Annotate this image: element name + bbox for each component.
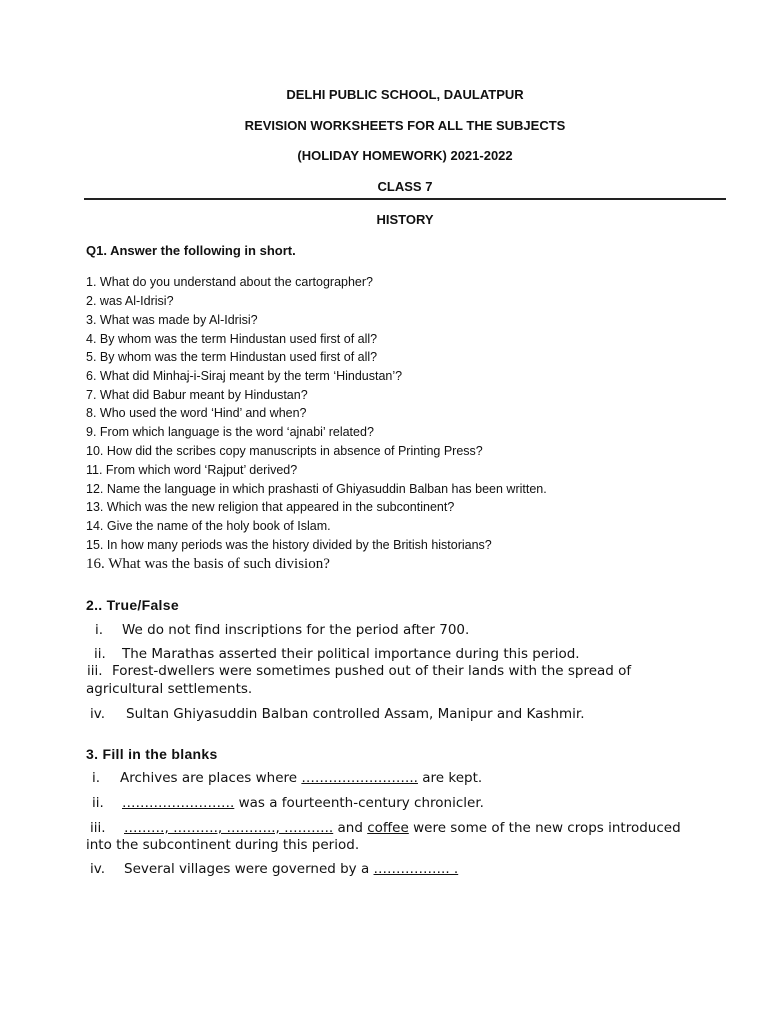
tf-text: The Marathas asserted their political importance during this period.: [122, 646, 580, 662]
q2-heading: 2.. True/False: [86, 597, 179, 613]
blank-text: was a fourteenth-century chronicler.: [234, 795, 484, 811]
q1-item: 2. was Al-Idrisi?: [86, 294, 174, 308]
blank-item: [86, 794, 742, 812]
blank-text: were some of the new crops introduced: [408, 820, 681, 836]
tf-num: iii.: [87, 663, 103, 679]
q1-item: 13. Which was the new religion that appeared in the subcontinent?: [86, 500, 455, 514]
q1-item: 4. By whom was the term Hindustan used first of all?: [86, 332, 378, 346]
tf-num: iv.: [90, 706, 105, 722]
q1-item: 12. Name the language in which prashasti of Ghiyasuddin Balban has been written.: [86, 482, 547, 496]
tf-item: [86, 662, 737, 680]
blank-item: [86, 860, 740, 878]
blank-item: [86, 819, 740, 837]
header-divider: [84, 198, 726, 200]
tf-text: We do not find inscriptions for the period after 700.: [122, 622, 470, 638]
q1-item: 15. In how many periods was the history divided by the British historians?: [86, 538, 492, 552]
blank-item: [86, 769, 742, 787]
worksheet-title: REVISION WORKSHEETS FOR ALL THE SUBJECTS: [244, 118, 566, 133]
q1-item: 10. How did the scribes copy manuscripts in absence of Printing Press?: [86, 444, 483, 458]
blank-num: i.: [92, 770, 101, 786]
session-label: (HOLIDAY HOMEWORK) 2021-2022: [297, 148, 513, 163]
blank-line: …………….. .: [373, 861, 459, 877]
q3-heading: 3. Fill in the blanks: [86, 746, 218, 762]
tf-text: Forest-dwellers were sometimes pushed out of their lands with the spread of: [112, 663, 632, 679]
blank-text: Several villages were governed by a: [124, 861, 374, 877]
blank-text: and: [333, 820, 368, 836]
subject-heading: HISTORY: [376, 212, 434, 227]
q1-item: 6. What did Minhaj-i-Siraj meant by the term ‘Hindustan’?: [86, 369, 403, 383]
q1-item: 14. Give the name of the holy book of Islam.: [86, 519, 331, 533]
tf-num: i.: [95, 622, 104, 638]
blank-num: iii.: [90, 820, 106, 836]
q1-item: 9. From which language is the word ‘ajnabi’ related?: [86, 425, 374, 439]
blank-text: are kept.: [417, 770, 483, 786]
blank-line: ………, ………., ……….., ………..: [124, 820, 334, 836]
q1-item: 8. Who used the word ‘Hind’ and when?: [86, 406, 307, 420]
coffee-word: coffee: [367, 820, 409, 836]
class-label: CLASS 7: [377, 179, 433, 194]
tf-item: [86, 705, 740, 723]
q1-item: 3. What was made by Al-Idrisi?: [86, 313, 258, 327]
q1-item: 11. From which word ‘Rajput’ derived?: [86, 463, 298, 477]
tf-item-continued: agricultural settlements.: [86, 681, 253, 697]
blank-line: …………………….: [122, 795, 235, 811]
tf-item: [86, 645, 744, 663]
q1-item: 16. What was the basis of such division?: [86, 556, 330, 572]
blank-num: iv.: [90, 861, 105, 877]
q1-heading: Q1. Answer the following in short.: [86, 243, 296, 258]
blank-num: ii.: [92, 795, 104, 811]
blank-text: Archives are places where: [120, 770, 302, 786]
tf-item: [86, 621, 745, 639]
q1-item: 7. What did Babur meant by Hindustan?: [86, 388, 308, 402]
school-name: DELHI PUBLIC SCHOOL, DAULATPUR: [286, 87, 524, 102]
tf-text: Sultan Ghiyasuddin Balban controlled Assam, Manipur and Kashmir.: [126, 706, 585, 722]
q1-item: 5. By whom was the term Hindustan used first of all?: [86, 350, 378, 364]
blank-item-continued: into the subcontinent during this period.: [86, 837, 360, 853]
blank-line: ……………………..: [301, 770, 418, 786]
q1-item: 1. What do you understand about the cartographer?: [86, 275, 373, 289]
tf-num: ii.: [94, 646, 106, 662]
